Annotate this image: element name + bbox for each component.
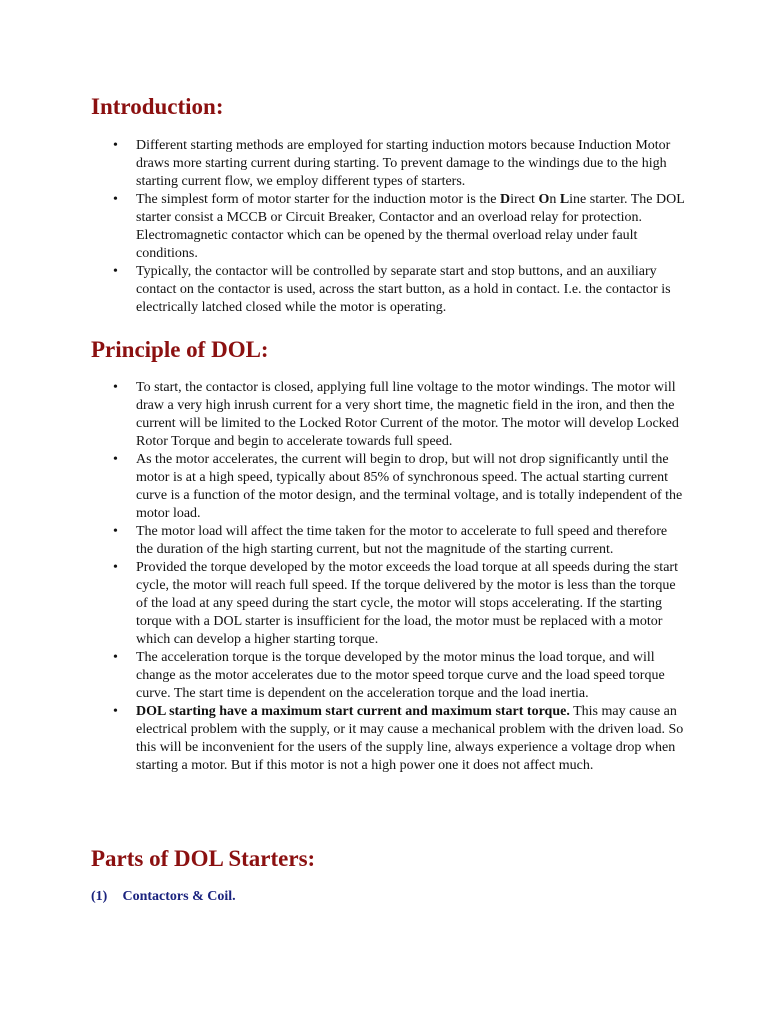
list-item-text: Provided the torque developed by the motor exceeds the load torque at all speeds during the start cycle, the motor will reach full speed. If the torque delivered by the motor is less than the torque of the load at any speed during the start cycle, the motor will stops accelerating. If the starting torque with a DOL starter is insufficient for the load, the motor must be replaced with a motor which can develop a higher starting torque. [136, 560, 678, 647]
list-item [0, 137, 768, 191]
list-item-text: The acceleration torque is the torque developed by the motor minus the load torque, and will change as the motor accelerates due to the motor speed torque curve and the load speed torque curve. The start time is dependent on the acceleration torque and the load inertia. [136, 650, 665, 701]
list-item [0, 379, 768, 451]
introduction-list [0, 137, 768, 317]
introduction-heading: Introduction: [91, 94, 224, 119]
list-item [0, 523, 768, 559]
subheading-title: Contactors & Coil. [122, 889, 236, 904]
parts-heading: Parts of DOL Starters: [91, 846, 316, 871]
bullet-icon: • [113, 560, 118, 575]
list-item [0, 559, 768, 649]
subheading-number: (1) [91, 889, 108, 904]
bullet-icon: • [113, 264, 118, 279]
list-item [0, 191, 768, 263]
bullet-icon: • [113, 452, 118, 467]
list-item-text: Typically, the contactor will be controlled by separate start and stop buttons, and an auxiliary contact on the contactor is used, across the start button, as a hold in contact. I.e. the contactor is electrically latched closed while the motor is operating. [136, 264, 671, 315]
list-item-text: As the motor accelerates, the current will begin to drop, but will not drop significantly until the motor is at a high speed, typically about 85% of synchronous speed. The actual starting current curve is a function of the motor design, and the terminal voltage, and is totally independent of the motor load. [136, 452, 683, 521]
list-item-text: The motor load will affect the time taken for the motor to accelerate to full speed and therefore the duration of the high starting current, but not the magnitude of the starting current. [136, 524, 668, 557]
list-item-text: The simplest form of motor starter for the induction motor is the Direct On Line starter. The DOL starter consist a MCCB or Circuit Breaker, Contactor and an overload relay for protection. Electromagnetic contactor which can be opened by the thermal overload relay under fault conditions. [136, 192, 685, 261]
principle-list [0, 379, 768, 775]
list-item-text: DOL starting have a maximum start current and maximum start torque. This may cause an electrical problem with the supply, or it may cause a mechanical problem with the driven load. So this will be inconvenient for the users of the supply line, always experience a voltage drop when starting a motor. But if this motor is not a high power one it does not affect much. [136, 704, 684, 773]
bullet-icon: • [113, 380, 118, 395]
list-item [0, 451, 768, 523]
list-item [0, 263, 768, 317]
list-item-text: To start, the contactor is closed, applying full line voltage to the motor windings. The motor will draw a very high inrush current for a very short time, the magnetic field in the iron, and then the current will be limited to the Locked Rotor Current of the motor. The motor will develop Locked Rotor Torque and begin to accelerate towards full speed. [136, 380, 679, 449]
bullet-icon: • [113, 192, 118, 207]
principle-heading: Principle of DOL: [91, 337, 269, 362]
parts-subheading [91, 888, 236, 906]
bullet-icon: • [113, 704, 118, 719]
bullet-icon: • [113, 138, 118, 153]
list-item-text: Different starting methods are employed for starting induction motors because Induction Motor draws more starting current during starting. To prevent damage to the windings due to the high starting current flow, we employ different types of starters. [136, 138, 671, 189]
list-item [0, 649, 768, 703]
bullet-icon: • [113, 524, 118, 539]
bullet-icon: • [113, 650, 118, 665]
list-item [0, 703, 768, 775]
